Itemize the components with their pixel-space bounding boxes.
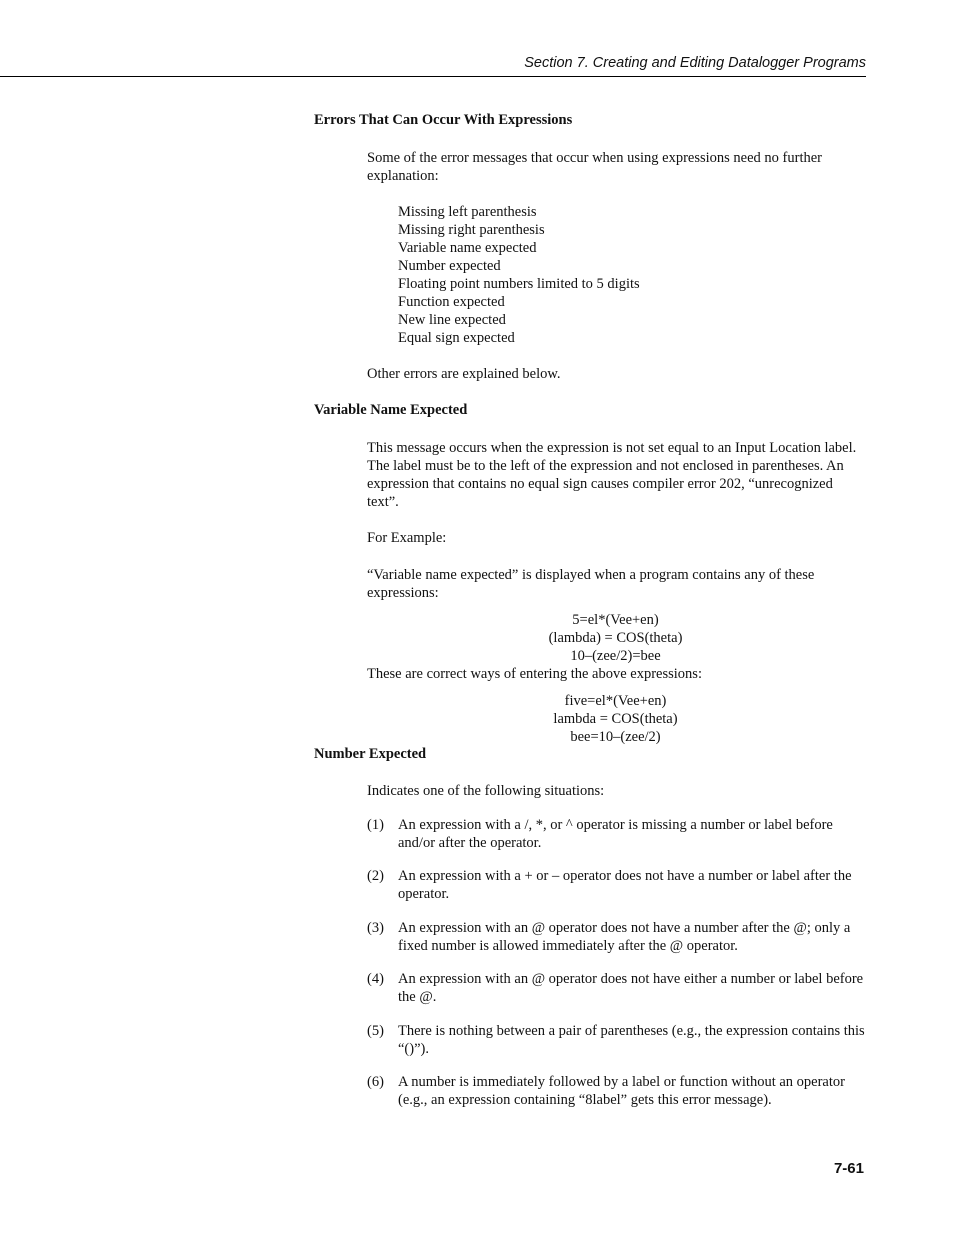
error-list-item: Floating point numbers limited to 5 digits <box>398 276 640 292</box>
list-item-text: An expression with an @ operator does not have a number after the @; only a fixed number is allowed immediately after the @ operator. <box>398 920 851 954</box>
error-list-item: Function expected <box>398 294 505 310</box>
list-number: (6) <box>367 1074 384 1090</box>
error-list-item: Missing right parenthesis <box>398 222 545 238</box>
variable-para: “Variable name expected” is displayed when a program contains any of these expressions: <box>367 567 815 601</box>
list-item-text: A number is immediately followed by a label or function without an operator (e.g., an expression containing “8label” gets this error message). <box>398 1074 845 1108</box>
code-example: 10–(zee/2)=bee <box>570 648 661 664</box>
code-example: five=el*(Vee+en) <box>564 693 667 709</box>
list-item-text: There is nothing between a pair of parentheses (e.g., the expression contains this “()”). <box>398 1023 865 1057</box>
number-heading: Number Expected <box>314 746 427 762</box>
list-number: (1) <box>367 817 384 833</box>
errors-intro: Some of the error messages that occur when using expressions need no further explanation: <box>367 150 823 184</box>
list-number: (3) <box>367 920 384 936</box>
error-list-item: Number expected <box>398 258 501 274</box>
variable-heading: Variable Name Expected <box>314 402 468 418</box>
list-item-text: An expression with a + or – operator does not have a number or label after the operator. <box>398 868 852 902</box>
error-list-item: Equal sign expected <box>398 330 515 346</box>
page-header <box>0 54 866 77</box>
code-example: bee=10–(zee/2) <box>570 729 661 745</box>
list-number: (2) <box>367 868 384 884</box>
code-example: 5=el*(Vee+en) <box>572 612 659 628</box>
number-intro: Indicates one of the following situations: <box>367 783 605 799</box>
error-list-item: New line expected <box>398 312 506 328</box>
list-number: (5) <box>367 1023 384 1039</box>
list-item-text: An expression with an @ operator does not have either a number or label before the @. <box>398 971 864 1005</box>
variable-para: These are correct ways of entering the above expressions: <box>367 666 702 682</box>
errors-outro: Other errors are explained below. <box>367 366 561 382</box>
list-number: (4) <box>367 971 384 987</box>
variable-para: This message occurs when the expression is not set equal to an Input Location label. The label must be to the left of the expression and not enclosed in parentheses. An expression that contains no equal sign causes compiler error 202, “unrecognized text”. <box>367 440 857 510</box>
list-item-text: An expression with a /, *, or ^ operator is missing a number or label before and/or after the operator. <box>398 817 833 851</box>
section-title: Section 7. Creating and Editing Datalogger Programs <box>524 55 866 71</box>
error-list-item: Variable name expected <box>398 240 537 256</box>
variable-para: For Example: <box>367 530 447 546</box>
errors-heading: Errors That Can Occur With Expressions <box>314 112 573 128</box>
error-list-item: Missing left parenthesis <box>398 204 537 220</box>
code-example: lambda = COS(theta) <box>553 711 678 727</box>
code-example: (lambda) = COS(theta) <box>548 630 683 646</box>
page-number: 7-61 <box>833 1160 864 1177</box>
